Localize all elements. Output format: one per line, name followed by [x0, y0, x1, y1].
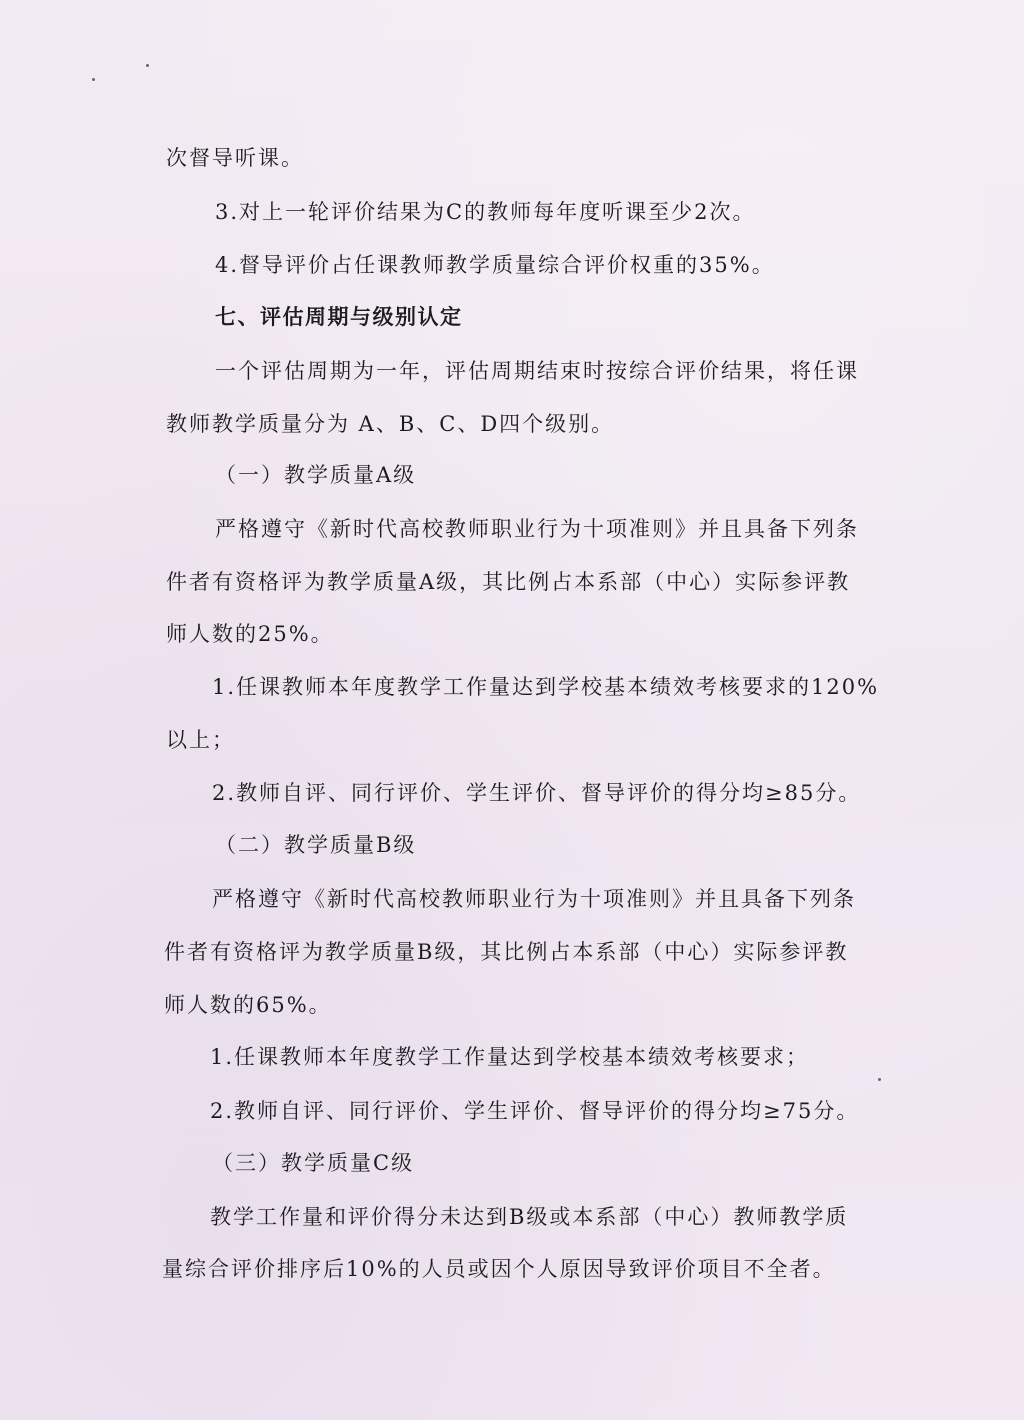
paragraph-line: 严格遵守《新时代高校教师职业行为十项准则》并且具备下列条 — [212, 887, 856, 911]
paragraph-line: 量综合评价排序后10%的人员或因个人原因导致评价项目不全者。 — [162, 1257, 836, 1281]
list-item-2: 2.教师自评、同行评价、学生评价、督导评价的得分均≥75分。 — [210, 1099, 860, 1123]
subheading-grade-a: （一）教学质量A级 — [215, 463, 417, 487]
scan-speck — [878, 1078, 881, 1081]
scan-speck — [92, 78, 95, 81]
paragraph-line: 教师教学质量分为 A、B、C、D四个级别。 — [166, 412, 615, 436]
paragraph-line: 件者有资格评为教学质量B级，其比例占本系部（中心）实际参评教 — [164, 940, 849, 964]
paragraph-line: 以上； — [166, 728, 235, 752]
section-heading-7: 七、评估周期与级别认定 — [215, 305, 463, 329]
subheading-grade-b: （二）教学质量B级 — [215, 833, 417, 857]
list-item-1: 1.任课教师本年度教学工作量达到学校基本绩效考核要求的120% — [212, 675, 880, 699]
paragraph-line: 一个评估周期为一年，评估周期结束时按综合评价结果，将任课 — [215, 359, 859, 383]
scan-speck — [146, 64, 149, 67]
list-item-4: 4.督导评价占任课教师教学质量综合评价权重的35%。 — [215, 253, 775, 277]
paragraph-line: 教学工作量和评价得分未达到B级或本系部（中心）教师教学质 — [210, 1205, 849, 1229]
paragraph-line: 严格遵守《新时代高校教师职业行为十项准则》并且具备下列条 — [215, 517, 859, 541]
subheading-grade-c: （三）教学质量C级 — [212, 1151, 415, 1175]
list-item-1: 1.任课教师本年度教学工作量达到学校基本绩效考核要求； — [210, 1045, 810, 1069]
list-item-2: 2.教师自评、同行评价、学生评价、督导评价的得分均≥85分。 — [212, 781, 862, 805]
paragraph-line: 次督导听课。 — [166, 146, 304, 170]
paragraph-line: 件者有资格评为教学质量A级，其比例占本系部（中心）实际参评教 — [166, 570, 851, 594]
paragraph-line: 师人数的65%。 — [164, 993, 332, 1017]
list-item-3: 3.对上一轮评价结果为C的教师每年度听课至少2次。 — [215, 200, 756, 224]
paragraph-line: 师人数的25%。 — [166, 622, 334, 646]
